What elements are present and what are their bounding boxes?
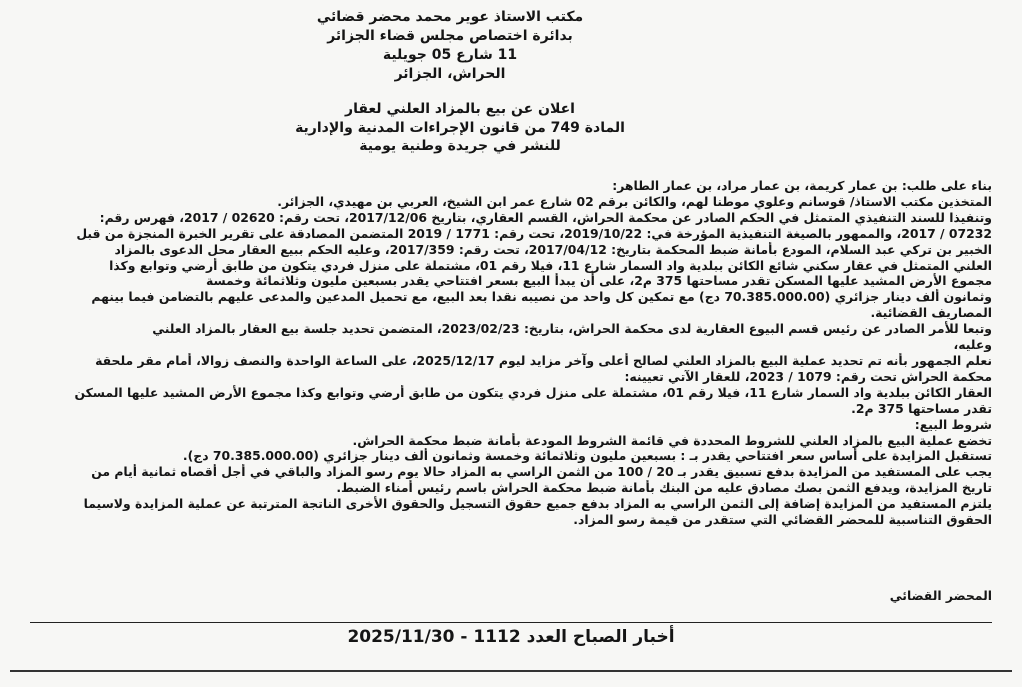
footer-divider — [30, 622, 992, 623]
body-line: تاريخ المزايدة، ويدفع الثمن بصك مصادق عليه من البنك بأمانة ضبط محكمة الحراش باسم رئيس أمناء الضبط. — [336, 480, 992, 496]
city: الحراش، الجزائر — [394, 66, 506, 82]
announcement-article: المادة 749 من قانون الإجراءات المدنية والإدارية — [295, 119, 625, 136]
body-line: وثمانون ألف دينار جزائري (70.385.000.00 دج) مع تمكين كل واحد من نصيبه نقدا بعد البيع، مع تحميل المدعين والمدعى عليهم بالتضامن فيما بينهم — [91, 289, 992, 305]
body-line: تستقبل المزايدة على أساس سعر افتتاحي يقدر بـ : بسبعين مليون وثلاثمائة وخمسة وثمانون ألف دينار جزائري (70.385.000.00 دج). — [182, 448, 992, 464]
body-line: تقدر مساحتها 375 م2. — [851, 400, 992, 416]
body-line: الخبير بن تركي عبد السلام، المودع بأمانة ضبط المحكمة بتاريخ: 2017/04/12، تحت رقم: 2017/359، وعليه الحكم ببيع العقار محل الدعوى بالمزاد — [114, 241, 992, 257]
announcement-publication: للنشر في جريدة وطنية يومية — [359, 138, 561, 154]
bailiff-header — [300, 8, 600, 84]
newspaper-footer: أخبار الصباح العدد 1112 - 2025/11/30 — [347, 627, 675, 647]
announcement-title: اعلان عن بيع بالمزاد العلني لعقار — [345, 101, 575, 117]
body-line: بناء على طلب: بن عمار كريمة، بن عمار مراد، بن عمار الطاهر: — [612, 178, 992, 193]
office-name: مكتب الاستاذ عوير محمد محضر قضائي — [316, 9, 584, 25]
announcement-block — [260, 100, 660, 156]
body-line: محكمة الحراش تحت رقم: 1079 / 2023، للعقار الآتي تعيينه: — [624, 368, 992, 384]
page-bottom-rule — [10, 670, 1012, 672]
body-line: العقار الكائن ببلدية واد السمار شارع 11، فيلا رقم 01، مشتملة على منزل فردي يتكون من طابق أرضي وتوابع وكذا مجموع الأرض المشيد عليها المسكن — [74, 384, 992, 400]
body-line: وتنفيذا للسند التنفيذي المتمثل في الحكم الصادر عن محكمة الحراش، القسم العقاري، بتاريخ 2017/12/06، تحت رقم: 02620 / 2017، فهرس رقم: — [99, 209, 992, 225]
body-line: تخضع عملية البيع بالمزاد العلني للشروط المحددة في قائمة الشروط المودعة بأمانة ضبط محكمة الحراش. — [352, 432, 992, 448]
body-line: العلني المتمثل في عقار سكني شائع الكائن ببلدية واد السمار شارع 11، فيلا رقم 01، مشتملة على منزل فردي يتكون من طابق أرضي وتوابع وكذا — [109, 257, 992, 273]
body-line: مجموع الأرض المشيد عليها المسكن تقدر مساحتها 375 م2، على أن يبدأ البيع بسعر افتتاحي يقدر بسبعين مليون وثلاثمائة وخمسة — [205, 273, 992, 289]
body-line: وتبعا للأمر الصادر عن رئيس قسم البيوع العقارية لدى محكمة الحراش، بتاريخ: 2023/02/23، المتضمن تحديد جلسة بيع العقار بالمزاد العلني — [152, 321, 992, 337]
sale-conditions-heading: شروط البيع: — [914, 416, 992, 432]
body-line: وعليه، — [953, 337, 992, 353]
jurisdiction: بدائرة اختصاص مجلس قضاء الجزائر — [327, 28, 573, 44]
street-address: 11 شارع 05 جويلية — [382, 47, 518, 63]
body-line: المصاريف القضائية. — [870, 305, 992, 321]
body-line: 07232 / 2017، والممهور بالصيغة التنفيذية المؤرخة في: 2019/10/22، تحت رقم: 1771 / 2019 المتضمن المصادقة على تقرير الخبرة المنجزة من قبل — [76, 225, 992, 241]
notice-body — [30, 178, 992, 528]
signature: المحضر القضائي — [889, 588, 992, 603]
body-line: يلتزم المستفيد من المزايدة إضافة إلى الثمن الراسي به المزاد بدفع جميع حقوق التسجيل والحقوق الأخرى الناتجة المترتبة عن عملية المزايدة ولاسيما — [83, 496, 992, 512]
body-line: يجب على المستفيد من المزايدة بدفع تسبيق يقدر بـ 20 / 100 من الثمن الراسي به المزاد حالا يوم رسو المزاد والباقي في أجل أقصاه ثمانية أيام من — [91, 464, 992, 480]
body-line: المتخذين مكتب الاستاذ/ قوسانم وعلوي موطنا لهم، والكائن برقم 02 شارع عمر ابن الشيخ، العربي بن مهيدي، الجزائر. — [277, 193, 992, 209]
body-line: نعلم الجمهور بأنه تم تحديد عملية البيع بالمزاد العلني لصالح أعلى وآخر مزايد ليوم 2025/12/17، على الساعة الواحدة والنصف زوالا، أمام مقر ملحقة — [95, 352, 992, 368]
body-line: الحقوق التناسبية للمحضر القضائي التي ستقدر من قيمة رسو المزاد. — [573, 512, 992, 528]
